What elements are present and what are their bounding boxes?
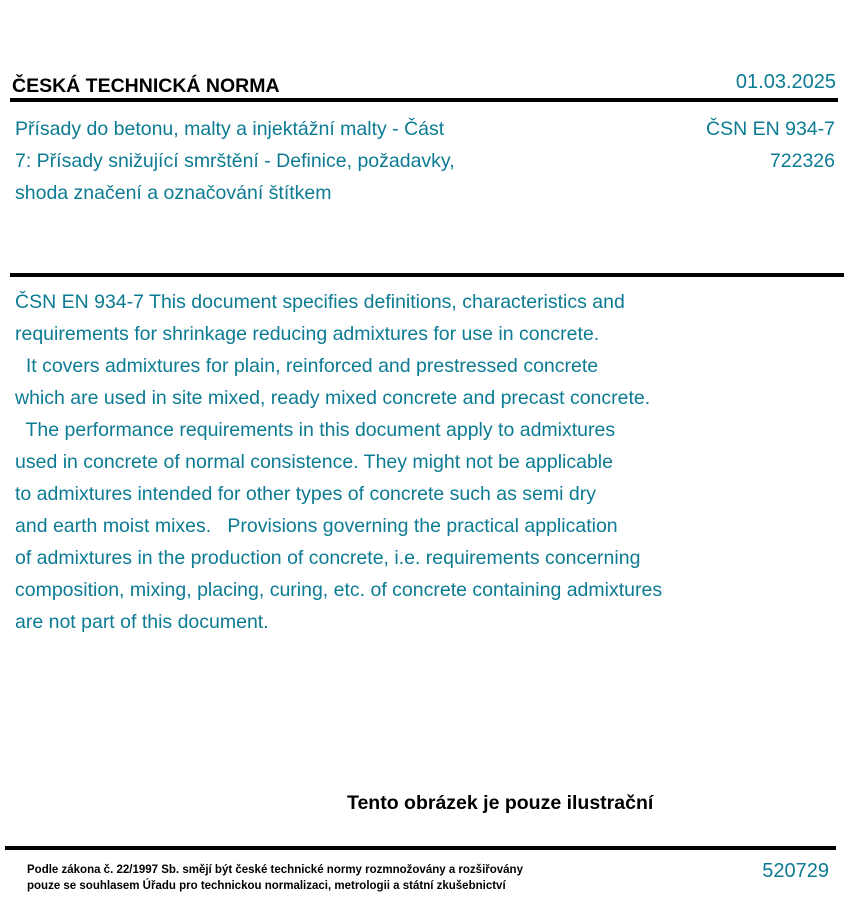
illustrative-notice: Tento obrázek je pouze ilustrační <box>347 792 654 814</box>
abstract-line: are not part of this document. <box>15 611 269 633</box>
catalog-number: 520729 <box>762 860 829 882</box>
abstract-line: and earth moist mixes. Provisions governing the practical application <box>15 515 618 537</box>
abstract-line: The performance requirements in this document apply to admixtures <box>15 419 616 441</box>
abstract-line: to admixtures intended for other types of concrete such as semi dry <box>15 483 596 505</box>
title-divider <box>10 273 844 277</box>
publication-date: 01.03.2025 <box>735 71 836 93</box>
legal-notice <box>27 862 523 894</box>
standard-header-title: ČESKÁ TECHNICKÁ NORMA <box>12 75 280 97</box>
document-title-line: 7: Přísady snižující smrštění - Definice, požadavky, <box>15 150 455 172</box>
abstract-line: It covers admixtures for plain, reinforced and prestressed concrete <box>15 355 599 377</box>
document-identifiers <box>706 113 835 177</box>
abstract-line: composition, mixing, placing, curing, etc. of concrete containing admixtures <box>15 579 663 601</box>
abstract-line: used in concrete of normal consistence. They might not be applicable <box>15 451 613 473</box>
footer-divider <box>5 846 836 850</box>
header-divider <box>10 98 838 102</box>
classification-number: 722326 <box>769 150 835 172</box>
document-title-line: Přísady do betonu, malty a injektážní malty - Část <box>15 118 445 140</box>
abstract-text <box>15 286 835 638</box>
abstract-line: which are used in site mixed, ready mixed concrete and precast concrete. <box>15 387 651 409</box>
abstract-line: requirements for shrinkage reducing admixtures for use in concrete. <box>15 323 600 345</box>
abstract-line: ČSN EN 934-7 This document specifies definitions, characteristics and <box>15 291 625 313</box>
document-title <box>15 113 535 209</box>
abstract-line: of admixtures in the production of concrete, i.e. requirements concerning <box>15 547 641 569</box>
document-title-line: shoda značení a označování štítkem <box>15 182 332 204</box>
legal-notice-line: pouze se souhlasem Úřadu pro technickou normalizaci, metrologii a státní zkušebnictví <box>27 880 506 892</box>
legal-notice-line: Podle zákona č. 22/1997 Sb. smějí být české technické normy rozmnožovány a rozšiřovány <box>27 864 523 876</box>
standard-code: ČSN EN 934-7 <box>706 118 835 140</box>
